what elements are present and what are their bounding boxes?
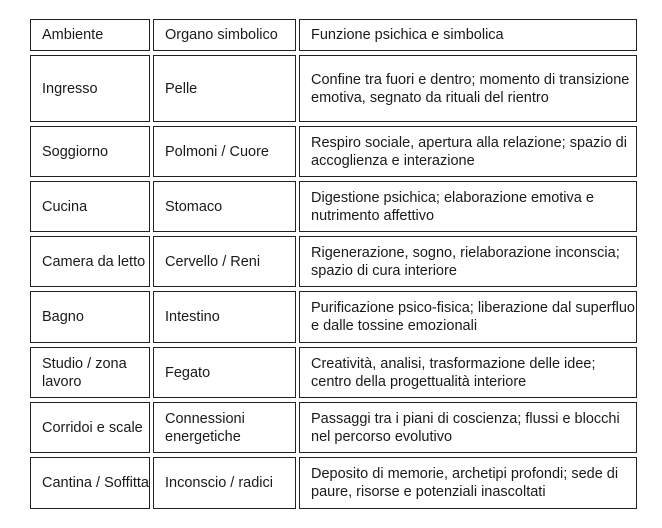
cell-ambiente: Cantina / Soffitta: [30, 457, 150, 509]
cell-organo: Polmoni / Cuore: [153, 126, 296, 177]
cell-organo: Connessioni energetiche: [153, 402, 296, 453]
cell-funzione: Respiro sociale, apertura alla relazione; spazio di accoglienza e interazione: [299, 126, 637, 177]
cell-organo: Fegato: [153, 347, 296, 398]
cell-organo: Cervello / Reni: [153, 236, 296, 287]
symbolic-house-table: [27, 15, 640, 513]
cell-ambiente: Studio / zona lavoro: [30, 347, 150, 398]
table-row: [30, 236, 637, 287]
header-funzione-psichica: Funzione psichica e simbolica: [299, 19, 637, 51]
cell-organo: Inconscio / radici: [153, 457, 296, 509]
table-row: [30, 126, 637, 177]
cell-funzione: Digestione psichica; elaborazione emotiva e nutrimento affettivo: [299, 181, 637, 232]
cell-funzione: Rigenerazione, sogno, rielaborazione inconscia; spazio di cura interiore: [299, 236, 637, 287]
cell-funzione: Creatività, analisi, trasformazione delle idee; centro della progettualità interiore: [299, 347, 637, 398]
header-ambiente: Ambiente: [30, 19, 150, 51]
cell-funzione: Passaggi tra i piani di coscienza; flussi e blocchi nel percorso evolutivo: [299, 402, 637, 453]
cell-ambiente: Corridoi e scale: [30, 402, 150, 453]
cell-ambiente: Soggiorno: [30, 126, 150, 177]
cell-funzione: Deposito di memorie, archetipi profondi; sede di paure, risorse e potenziali inascoltati: [299, 457, 637, 509]
cell-organo: Pelle: [153, 55, 296, 122]
table-header-row: [30, 19, 637, 51]
table-row: [30, 402, 637, 453]
cell-ambiente: Camera da letto: [30, 236, 150, 287]
cell-funzione: Purificazione psico-fisica; liberazione dal superfluo e dalle tossine emozionali: [299, 291, 637, 343]
cell-ambiente: Ingresso: [30, 55, 150, 122]
header-organo-simbolico: Organo simbolico: [153, 19, 296, 51]
symbolic-house-table-container: [27, 15, 640, 513]
cell-organo: Intestino: [153, 291, 296, 343]
cell-funzione: Confine tra fuori e dentro; momento di transizione emotiva, segnato da rituali del rientro: [299, 55, 637, 122]
cell-ambiente: Cucina: [30, 181, 150, 232]
cell-organo: Stomaco: [153, 181, 296, 232]
table-row: [30, 457, 637, 509]
cell-ambiente: Bagno: [30, 291, 150, 343]
table-row: [30, 347, 637, 398]
table-row: [30, 291, 637, 343]
table-row: [30, 55, 637, 122]
table-row: [30, 181, 637, 232]
